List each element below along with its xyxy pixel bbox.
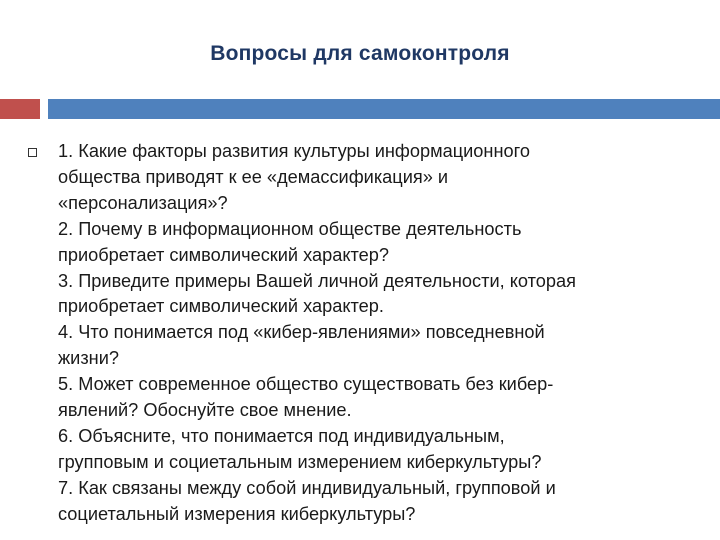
accent-bar-red: [0, 99, 40, 119]
slide-title: Вопросы для самоконтроля: [210, 42, 510, 65]
question-line: явлений? Обоснуйте свое мнение.: [58, 400, 352, 421]
question-line: социетальный измерения киберкультуры?: [58, 503, 416, 524]
square-bullet-icon: [28, 148, 37, 157]
question-line: 6. Объясните, что понимается под индивидуальным,: [58, 425, 505, 446]
question-line: «персонализация»?: [58, 192, 228, 213]
question-line: жизни?: [58, 348, 119, 369]
question-line: приобретает символический характер.: [58, 296, 384, 317]
question-line: приобретает символический характер?: [58, 244, 389, 265]
question-line: групповым и социетальным измерением киберкультуры?: [58, 451, 542, 472]
question-line: 3. Приведите примеры Вашей личной деятельности, которая: [58, 270, 576, 291]
accent-bar-blue: [48, 99, 720, 119]
question-line: 4. Что понимается под «кибер-явлениями» повседневной: [58, 322, 545, 343]
question-line: 1. Какие факторы развития культуры информационного: [58, 141, 530, 161]
question-line: общества приводят к ее «демассификация» и: [58, 166, 449, 187]
question-line: 7. Как связаны между собой индивидуальный, групповой и: [58, 477, 556, 498]
question-line: 5. Может современное общество существовать без кибер-: [58, 374, 554, 395]
question-line: 2. Почему в информационном обществе деятельность: [58, 218, 522, 239]
question-list: [58, 139, 698, 528]
